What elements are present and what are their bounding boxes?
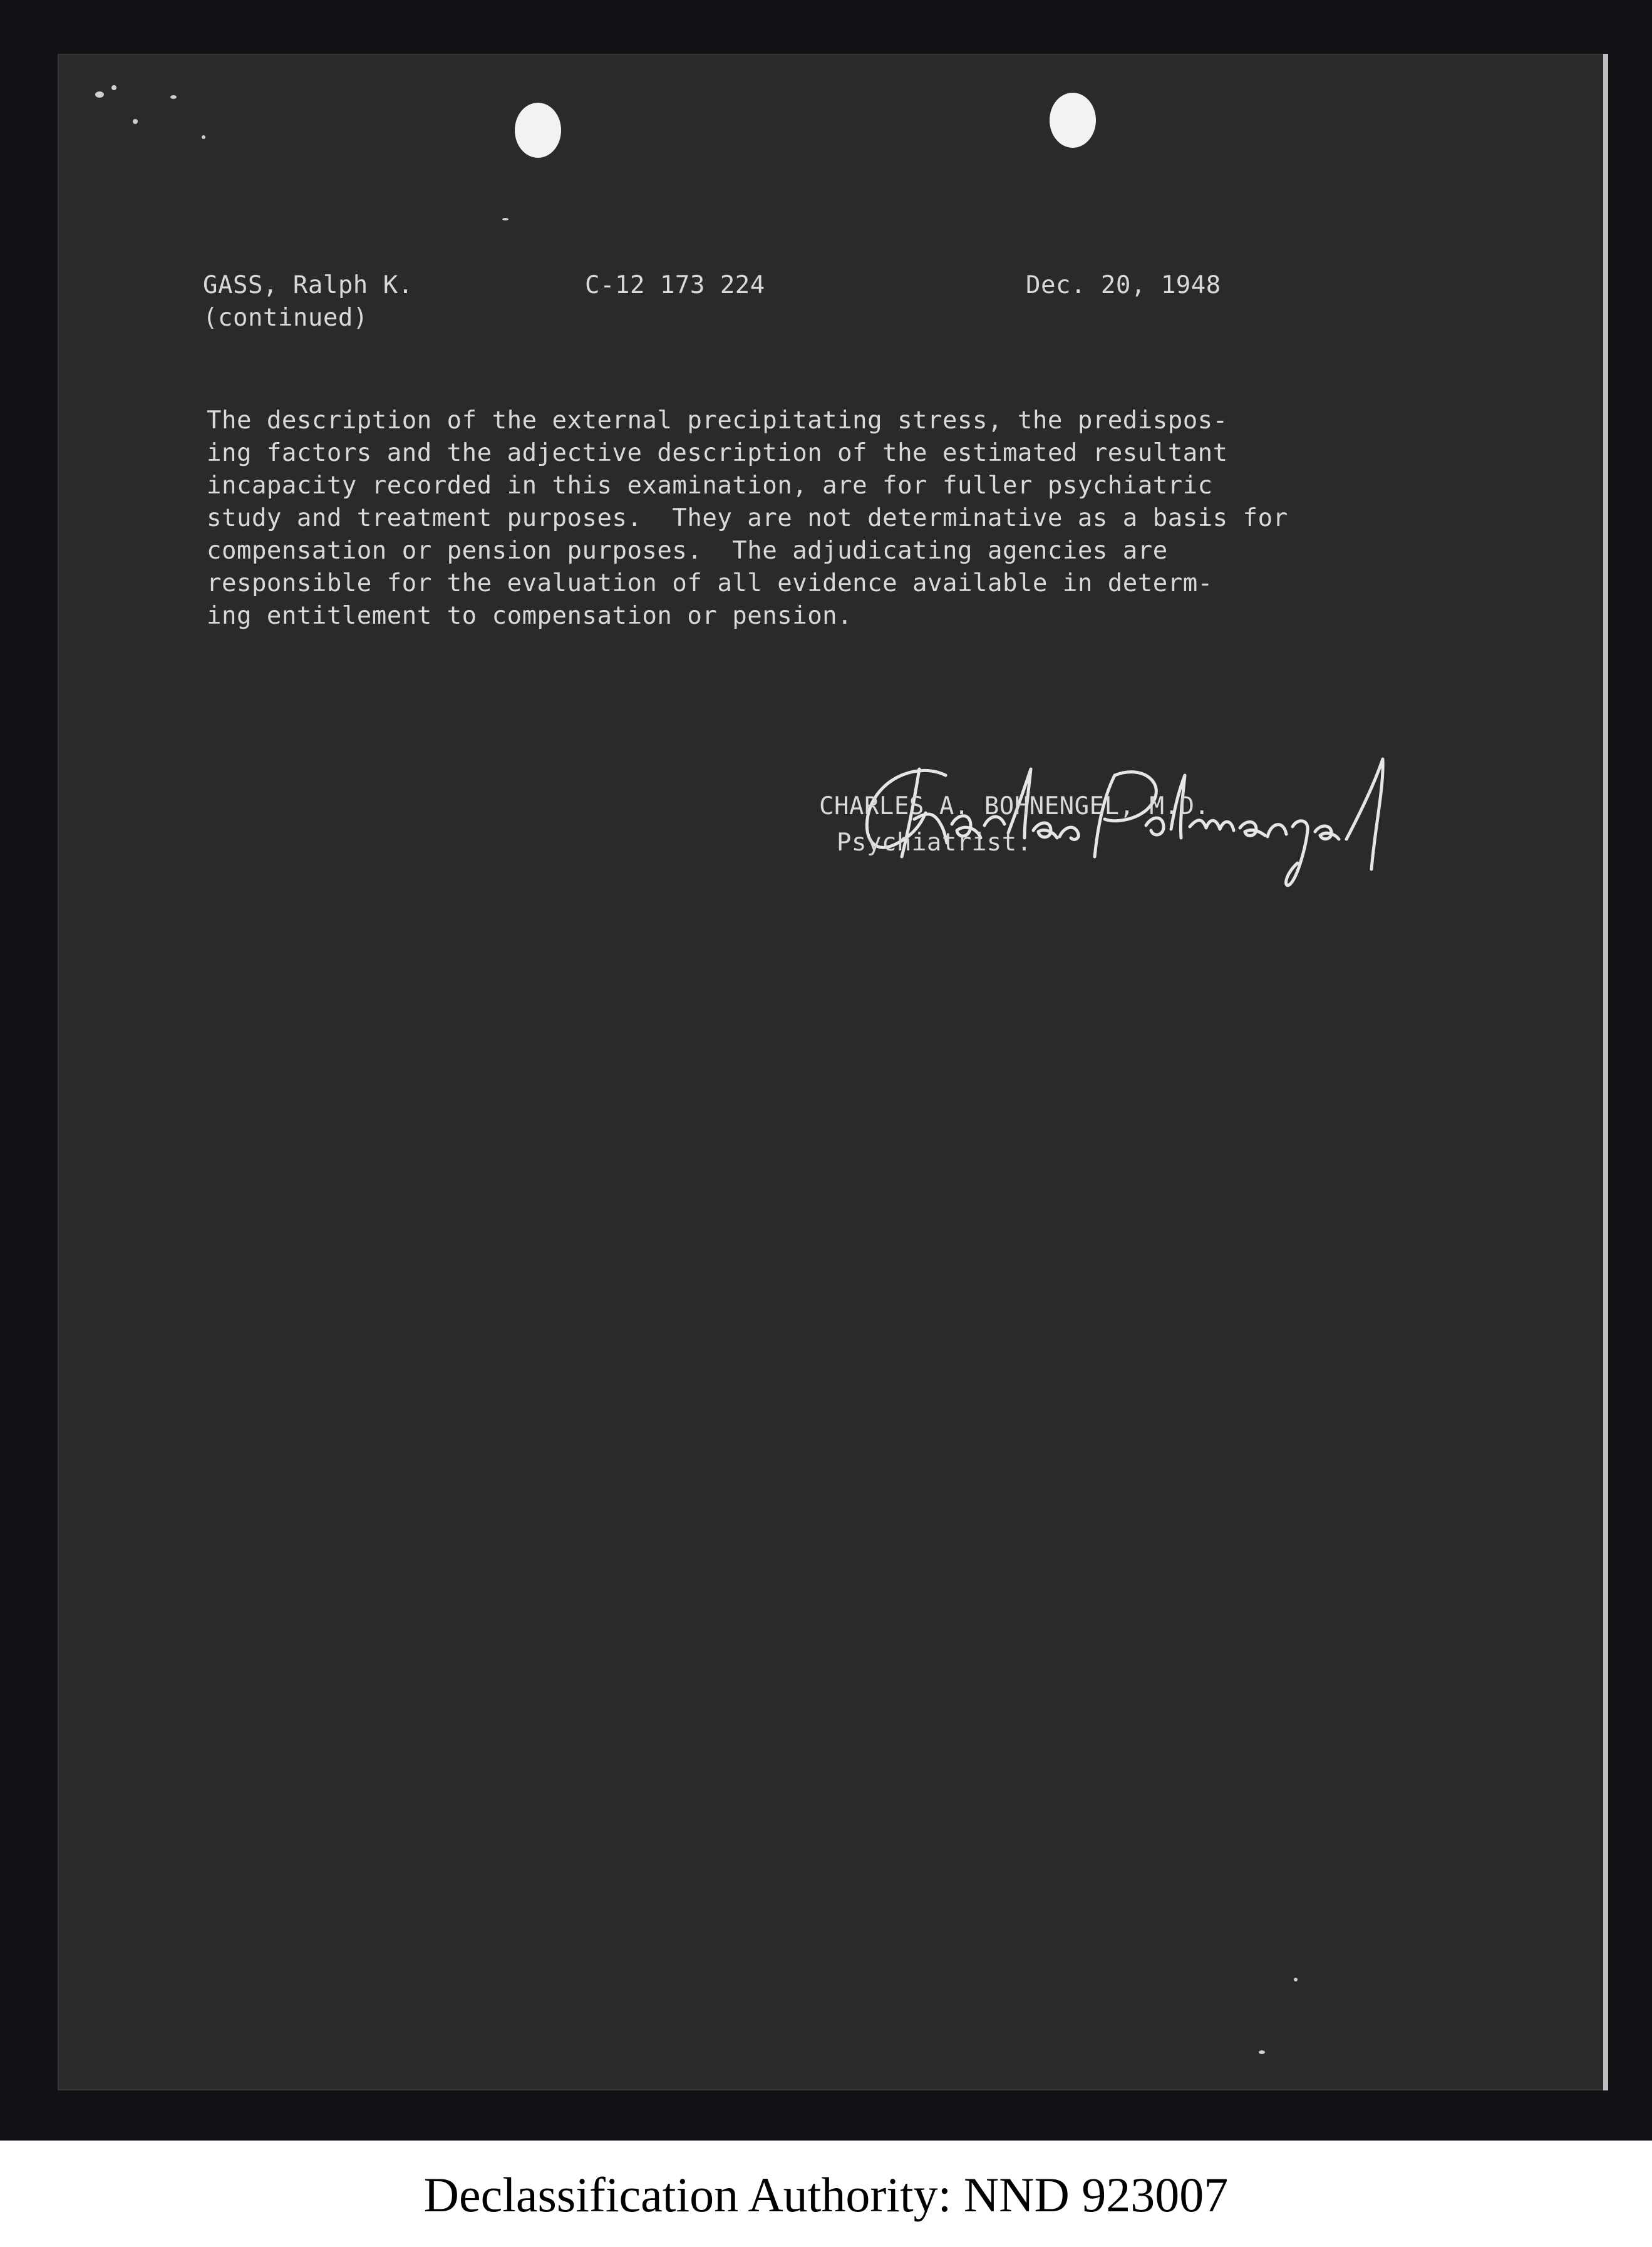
body-line: responsible for the evaluation of all evidence available in determ- — [207, 569, 1213, 597]
patient-name: GASS, Ralph K. — [203, 271, 413, 299]
body-line: ing entitlement to compensation or pension. — [207, 602, 853, 630]
punch-hole-left — [515, 103, 561, 158]
dust-speck — [95, 91, 104, 98]
body-line: incapacity recorded in this examination, are for fuller psychiatric — [207, 472, 1213, 500]
body-line: compensation or pension purposes. The adjudicating agencies are — [207, 537, 1168, 565]
claim-number: C-12 173 224 — [585, 271, 765, 299]
continued-label: (continued) — [203, 304, 368, 332]
footer — [0, 2141, 1652, 2247]
body-line: The description of the external precipitating stress, the predispos- — [207, 406, 1228, 435]
body-line: study and treatment purposes. They are not determinative as a basis for — [207, 504, 1288, 532]
document-date: Dec. 20, 1948 — [1026, 271, 1221, 299]
dust-speck — [502, 218, 509, 220]
dust-speck — [1294, 1978, 1298, 1981]
dust-speck — [133, 119, 138, 124]
body-line: ing factors and the adjective description of the estimated resultant — [207, 439, 1228, 467]
document-page — [58, 54, 1608, 2090]
punch-hole-right — [1050, 93, 1096, 148]
dust-speck — [202, 135, 205, 139]
dust-speck — [1259, 2050, 1265, 2054]
signer-title: Psychiatrist. — [837, 829, 1032, 857]
dust-speck — [111, 85, 116, 90]
page-edge — [1603, 54, 1608, 2090]
declassification-authority: Declassification Authority: NND 923007 — [423, 2167, 1229, 2222]
body-paragraph — [207, 405, 1497, 633]
dust-speck — [170, 95, 177, 99]
signer-name: CHARLES A. BOHNENGEL, M.D. — [819, 792, 1210, 820]
